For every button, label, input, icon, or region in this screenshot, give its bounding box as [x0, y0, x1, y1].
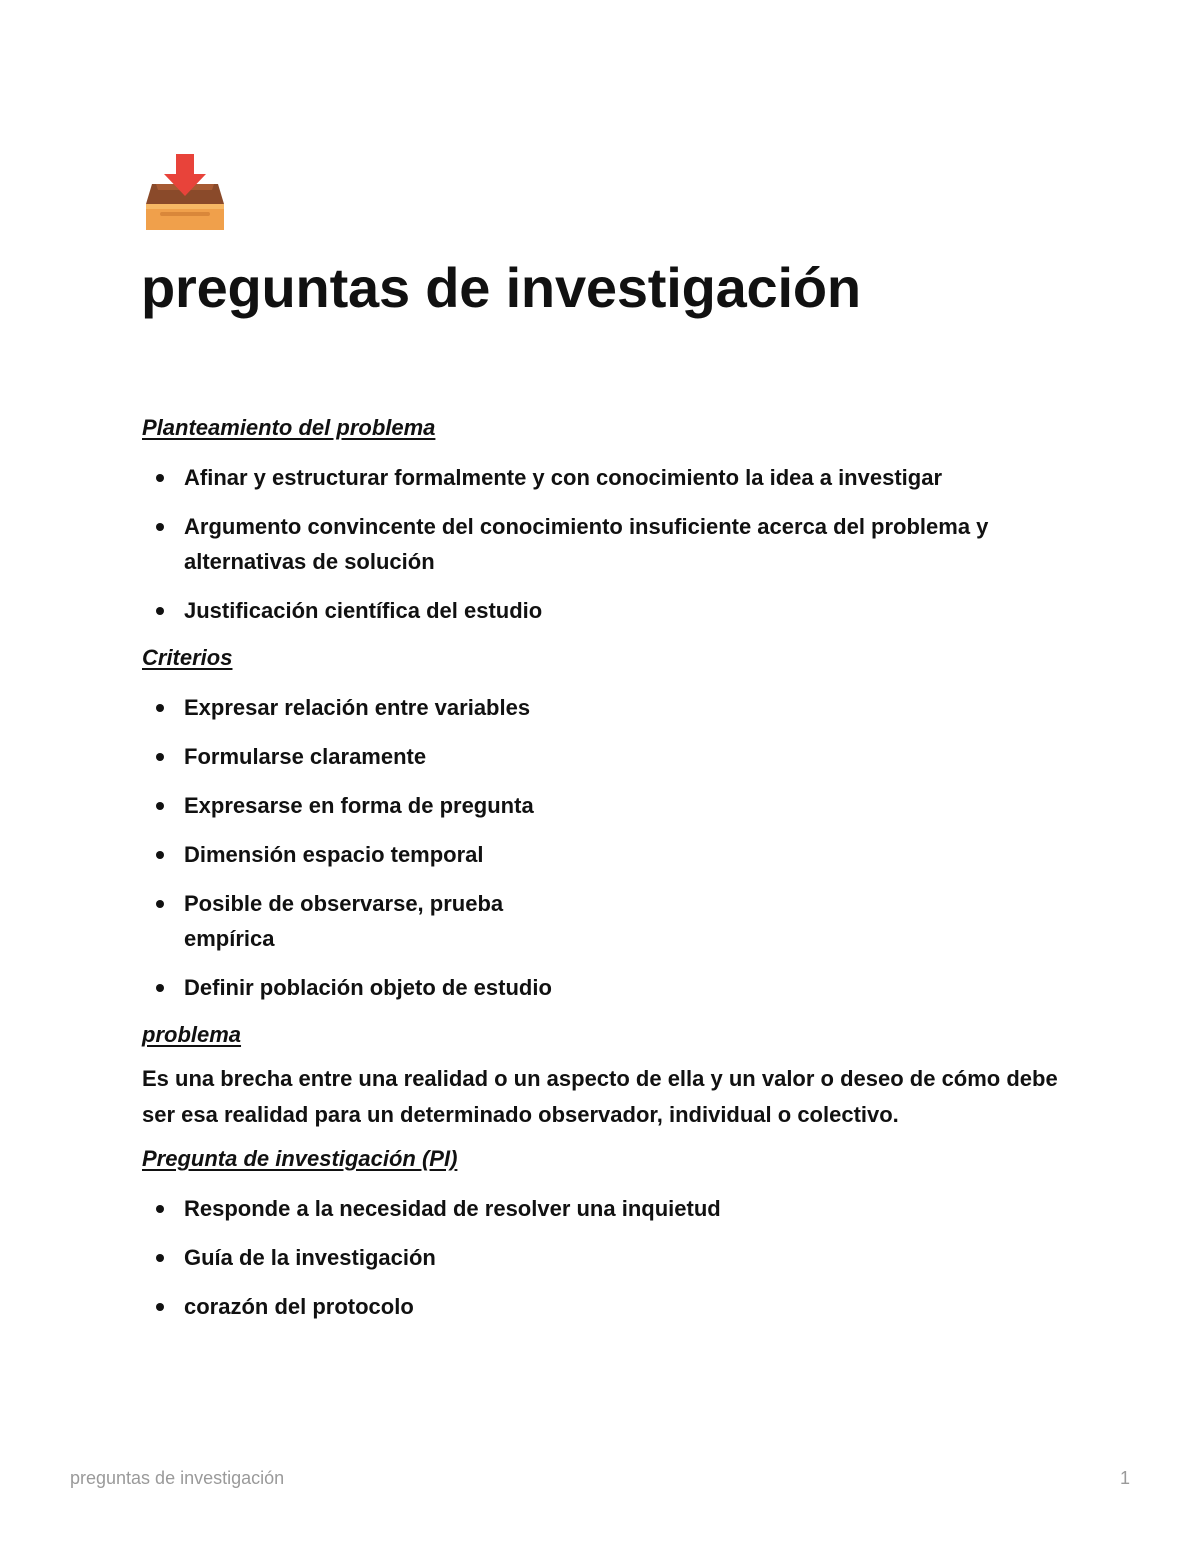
- list-item: Definir población objeto de estudio: [142, 970, 1062, 1005]
- list-item: corazón del protocolo: [142, 1289, 1062, 1324]
- bullet-dot: [156, 851, 164, 859]
- criterios-list: [142, 690, 1062, 1005]
- bullet-dot: [156, 900, 164, 908]
- page-content: [142, 412, 1062, 1324]
- section-heading-criterios: Criterios: [142, 645, 233, 670]
- list-item: Justificación científica del estudio: [142, 593, 1062, 628]
- footer-page-number: 1: [1119, 1468, 1130, 1488]
- section-heading-pregunta: Pregunta de investigación (PI): [142, 1146, 458, 1171]
- pregunta-list: [142, 1191, 1062, 1324]
- bullet-dot: [156, 704, 164, 712]
- bullet-dot: [156, 984, 164, 992]
- section-heading-planteamiento: Planteamiento del problema: [142, 415, 436, 440]
- list-item: Expresarse en forma de pregunta: [142, 788, 1062, 823]
- list-item: Argumento convincente del conocimiento insuficiente acerca del problema y alternativas de solución: [142, 509, 1062, 579]
- bullet-dot: [156, 1303, 164, 1311]
- page-title: preguntas de investigación: [141, 256, 861, 319]
- list-item: Responde a la necesidad de resolver una inquietud: [142, 1191, 1062, 1226]
- bullet-dot: [156, 607, 164, 615]
- planteamiento-list: [142, 460, 1062, 628]
- section-heading-problema: problema: [142, 1022, 242, 1047]
- bullet-dot: [156, 523, 164, 531]
- inbox-tray-icon: [142, 150, 228, 236]
- bullet-dot: [156, 1205, 164, 1213]
- bullet-dot: [156, 753, 164, 761]
- bullet-dot: [156, 474, 164, 482]
- list-item: Afinar y estructurar formalmente y con conocimiento la idea a investigar: [142, 460, 1062, 495]
- footer-page-title: preguntas de investigación: [70, 1468, 285, 1488]
- list-item: Formularse claramente: [142, 739, 1062, 774]
- list-item: Expresar relación entre variables: [142, 690, 1062, 725]
- problema-definition: Es una brecha entre una realidad o un aspecto de ella y un valor o deseo de cómo debe ser esa realidad para un determinado observador, individual o colectivo.: [142, 1066, 1058, 1127]
- bullet-dot: [156, 802, 164, 810]
- bullet-dot: [156, 1254, 164, 1262]
- list-item: Posible de observarse, prueba empírica: [142, 886, 1062, 956]
- list-item: Dimensión espacio temporal: [142, 837, 1062, 872]
- list-item: Guía de la investigación: [142, 1240, 1062, 1275]
